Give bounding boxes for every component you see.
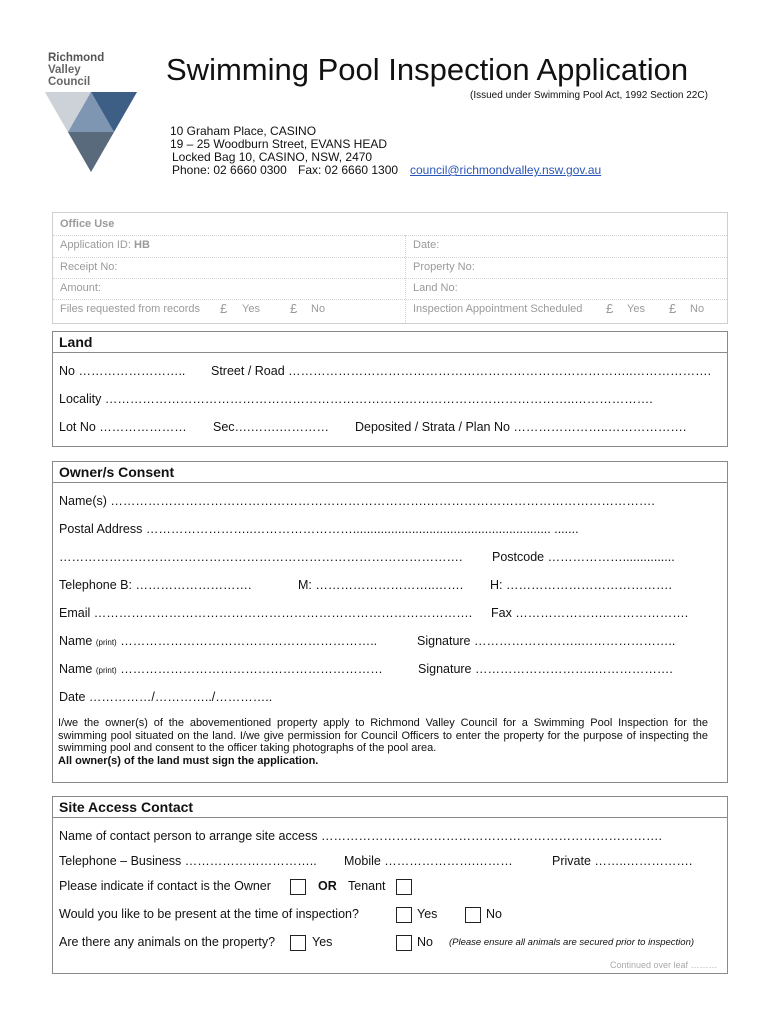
inspection-yes-label: Yes: [627, 303, 645, 315]
owner-question-label: Please indicate if contact is the Owner: [59, 879, 271, 893]
telephone-b-field[interactable]: Telephone B: ……………………….: [59, 578, 252, 592]
animals-yes-checkbox[interactable]: [290, 935, 306, 951]
address-line-2: 19 – 25 Woodburn Street, EVANS HEAD: [170, 137, 388, 151]
logo-line-1: Richmond: [48, 52, 105, 64]
signature-field-1[interactable]: Signature ……………………..…………………..: [417, 634, 676, 648]
inspection-yes-checkbox-icon[interactable]: £: [606, 301, 614, 316]
telephone-h-field[interactable]: H: ………………………………….: [490, 578, 672, 592]
signature-field-2[interactable]: Signature ………………………..……………….: [418, 662, 673, 676]
owner-names-field[interactable]: Name(s) ………………………………………………………………….……………………………………………….: [59, 494, 655, 508]
owner-email-field[interactable]: Email ……………………………………………………………………………….: [59, 606, 473, 620]
office-use-panel: [52, 212, 728, 324]
files-no-checkbox-icon[interactable]: £: [290, 301, 298, 316]
council-logo-icon: [45, 92, 137, 172]
lot-no-field[interactable]: Lot No …………………: [59, 420, 187, 434]
animals-yes-label: Yes: [312, 935, 333, 949]
present-yes-label: Yes: [417, 907, 438, 921]
owners-section-title: Owner/s Consent: [59, 464, 175, 480]
site-section-title: Site Access Contact: [59, 799, 194, 815]
office-use-heading: Office Use: [60, 218, 115, 230]
files-yes-checkbox-icon[interactable]: £: [220, 301, 228, 316]
land-no-field[interactable]: No ……………………..: [59, 364, 186, 378]
consent-bold-note: All owner(s) of the land must sign the application.: [58, 754, 319, 767]
animals-no-label: No: [417, 935, 433, 949]
postal-address-field-2[interactable]: …………………………………………………………………………………….: [59, 550, 463, 564]
mobile-field[interactable]: Mobile ………………….………: [344, 854, 513, 868]
date-label: Date:: [413, 239, 440, 251]
council-logo-text: [48, 52, 104, 88]
email-link[interactable]: council@richmondvalley.nsw.gov.au: [410, 163, 602, 177]
address-line-1: 10 Graham Place, CASINO: [170, 124, 317, 138]
inspection-no-checkbox-icon[interactable]: £: [669, 301, 677, 316]
consent-date-field[interactable]: Date ……………/…………../…………..: [59, 690, 273, 704]
files-no-label: No: [311, 303, 326, 315]
receipt-label: Receipt No:: [60, 261, 118, 273]
plan-no-field[interactable]: Deposited / Strata / Plan No …………………..……………….: [355, 420, 687, 434]
present-no-label: No: [486, 907, 502, 921]
postal-address-field[interactable]: Postal Address ……………………..……………………......................................................... .......: [59, 522, 579, 536]
name-print-field-1[interactable]: Name (print) ……………………………………………………..: [59, 634, 378, 648]
application-id-label: Application ID: HB: [60, 239, 150, 251]
fax-number: Fax: 02 6660 1300: [298, 163, 399, 177]
telephone-m-field[interactable]: M: ………………………..…….: [298, 578, 464, 592]
tenant-checkbox[interactable]: [396, 879, 412, 895]
private-phone-field[interactable]: Private ……..…………….: [552, 854, 693, 868]
street-road-field[interactable]: Street / Road ………………………………………………………………………..……………….: [211, 364, 712, 378]
page-title: Swimming Pool Inspection Application: [166, 52, 689, 87]
contact-person-field[interactable]: Name of contact person to arrange site access ……………………………………………………………………….: [59, 829, 662, 843]
name-print-field-2[interactable]: Name (print) ………………………………………………………: [59, 662, 383, 676]
amount-label: Amount:: [60, 282, 101, 294]
phone-number: Phone: 02 6660 0300: [172, 163, 287, 177]
property-label: Property No:: [413, 261, 475, 273]
inspection-no-label: No: [690, 303, 705, 315]
land-section-title: Land: [59, 334, 93, 350]
page-subtitle: (Issued under Swimming Pool Act, 1992 Section 22C): [470, 90, 708, 101]
locality-field[interactable]: Locality …………………………………………………………………………………………………..……………….: [59, 392, 653, 406]
address-line-3: Locked Bag 10, CASINO, NSW, 2470: [172, 150, 373, 164]
tenant-label: Tenant: [348, 879, 386, 893]
present-question-label: Would you like to be present at the time of inspection?: [59, 907, 359, 921]
animals-question-label: Are there any animals on the property?: [59, 935, 276, 949]
present-no-checkbox[interactable]: [465, 907, 481, 923]
land-no-label: Land No:: [413, 282, 458, 294]
present-yes-checkbox[interactable]: [396, 907, 412, 923]
logo-line-3: Council: [48, 76, 91, 88]
owner-fax-field[interactable]: Fax …………………..……………….: [491, 606, 689, 620]
or-label: OR: [318, 879, 337, 893]
animals-no-checkbox[interactable]: [396, 935, 412, 951]
logo-line-2: Valley: [48, 64, 81, 76]
files-yes-label: Yes: [242, 303, 260, 315]
business-phone-field[interactable]: Telephone – Business …………………………..: [59, 854, 317, 868]
continued-note: Continued over leaf ………: [610, 960, 718, 970]
files-requested-label: Files requested from records: [60, 303, 200, 315]
consent-statement: I/we the owner(s) of the abovementioned property apply to Richmond Valley Council for a Swimming Pool Inspection for the swimming pool situated on the land. I/we give permission for Council Officers to enter the property for the purpose of inspecting the swimming pool and consent to the officer taking photographs of the pool area. All owner(s) of the land must sign the application.: [58, 717, 708, 767]
sec-field[interactable]: Sec….…….…………: [213, 420, 329, 434]
animals-note: (Please ensure all animals are secured prior to inspection): [449, 937, 695, 948]
owner-checkbox[interactable]: [290, 879, 306, 895]
application-id-value: HB: [134, 239, 150, 251]
postcode-field[interactable]: Postcode ………………...............: [492, 550, 675, 564]
inspection-scheduled-label: Inspection Appointment Scheduled: [413, 303, 583, 315]
